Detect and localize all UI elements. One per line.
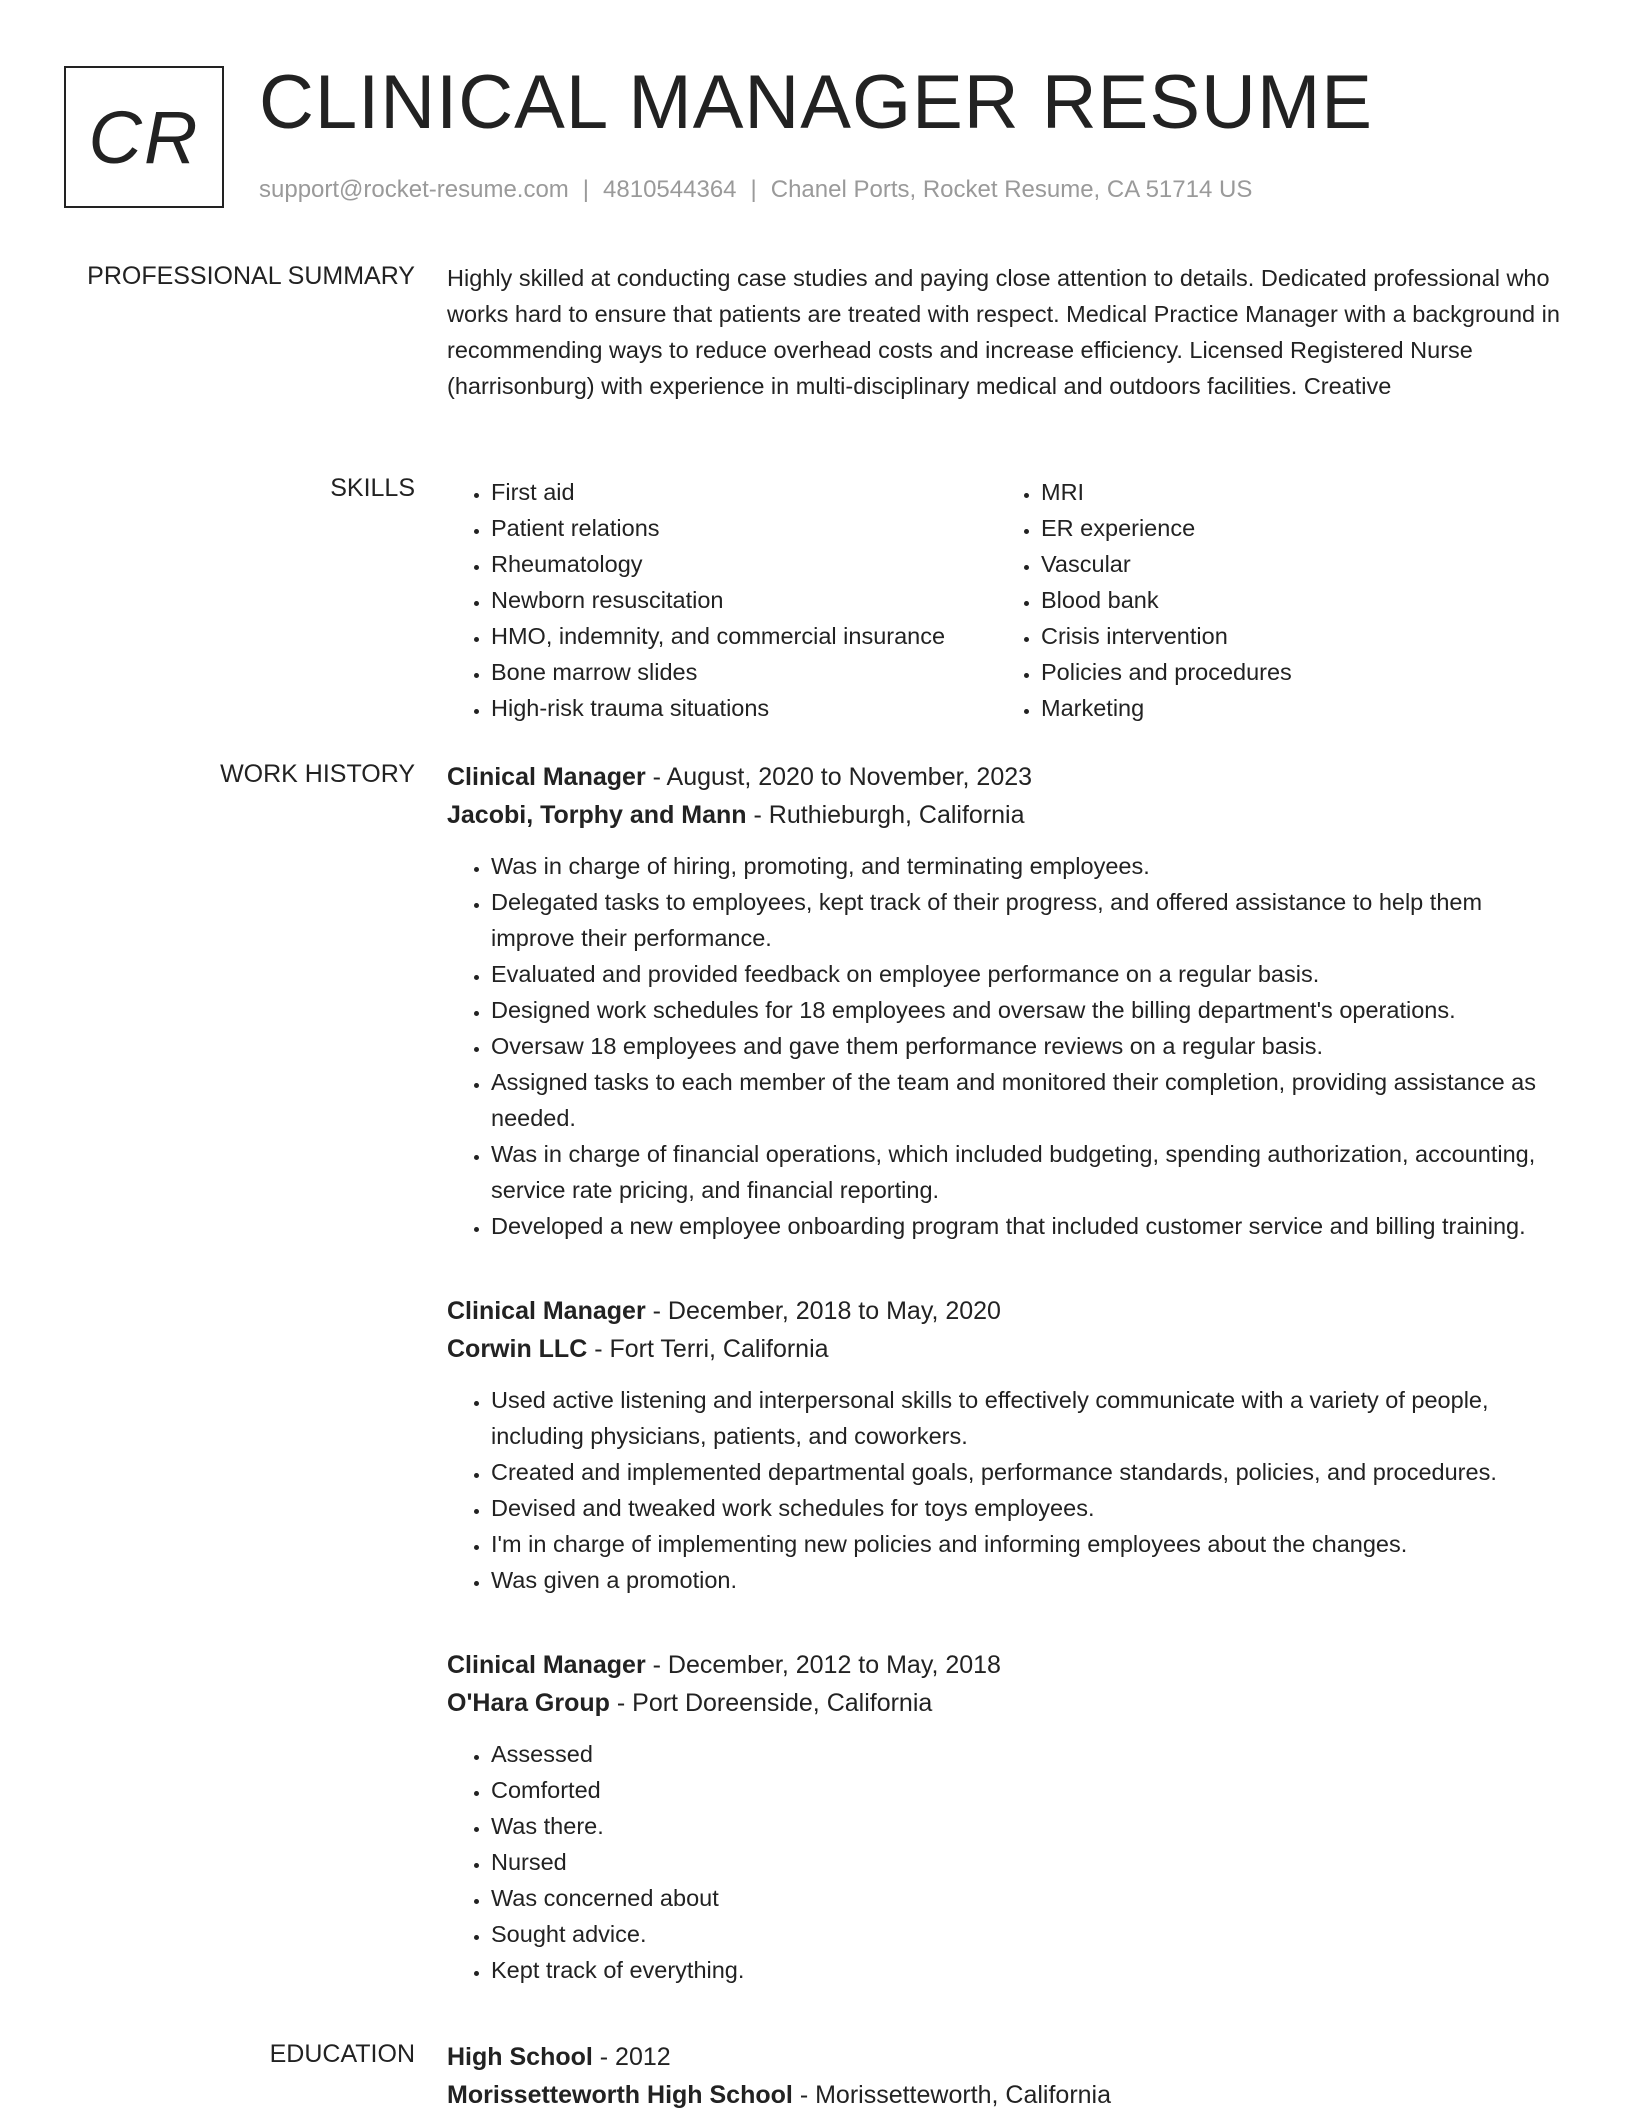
job-location: - Port Doreenside, California (616, 1689, 933, 1717)
job-bullet: • Oversaw 18 employees and gave them performance reviews on a regular basis. (491, 1028, 1567, 1064)
monogram-initials: CR (88, 95, 200, 179)
job-bullet: • Created and implemented departmental goals, performance standards, policies, and procedures. (491, 1454, 1567, 1490)
job-title-line (447, 1646, 1567, 1684)
education-school-line (447, 2076, 1567, 2114)
skill-item: • Blood bank (1041, 582, 1547, 618)
job-entry (447, 1292, 1567, 1598)
job-bullet: • Kept track of everything. (491, 1952, 1567, 1988)
job-bullet: • Sought advice. (491, 1916, 1567, 1952)
job-title: Clinical Manager (447, 1297, 646, 1325)
job-bullet: • Assessed (491, 1736, 1567, 1772)
job-dates: - December, 2012 to May, 2018 (652, 1651, 1001, 1679)
job-title: Clinical Manager (447, 1651, 646, 1679)
job-bullet: • Was given a promotion. (491, 1562, 1567, 1598)
job-bullet: • Was there. (491, 1808, 1567, 1844)
skill-item: • Policies and procedures (1041, 654, 1547, 690)
skill-item: • Newborn resuscitation (491, 582, 997, 618)
skill-item: • First aid (491, 474, 997, 510)
job-location: - Ruthieburgh, California (753, 801, 1025, 829)
skills-column-right (997, 474, 1547, 726)
skill-item: • Patient relations (491, 510, 997, 546)
skill-item: • Crisis intervention (1041, 618, 1547, 654)
monogram-box (64, 66, 224, 208)
job-title-line (447, 758, 1567, 796)
job-dates: - December, 2018 to May, 2020 (652, 1297, 1001, 1325)
resume-title: CLINICAL MANAGER RESUME (259, 60, 1373, 145)
job-bullet: • Was in charge of financial operations, which included budgeting, spending authorization, accounting, service rate pricing, and financial reporting. (491, 1136, 1567, 1208)
job-bullet: • Was in charge of hiring, promoting, and terminating employees. (491, 848, 1567, 884)
education-school: Morissetteworth High School (447, 2081, 793, 2109)
contact-address: Chanel Ports, Rocket Resume, CA 51714 US (770, 176, 1253, 203)
job-bullet: • Evaluated and provided feedback on employee performance on a regular basis. (491, 956, 1567, 992)
job-bullets (447, 848, 1567, 1244)
job-title: Clinical Manager (447, 763, 646, 791)
job-bullet: • Used active listening and interpersonal skills to effectively communicate with a variety of people, including physicians, patients, and coworkers. (491, 1382, 1567, 1454)
job-bullet: • Nursed (491, 1844, 1567, 1880)
job-company: Jacobi, Torphy and Mann (447, 801, 747, 829)
job-entry (447, 758, 1567, 1244)
job-dates: - August, 2020 to November, 2023 (652, 763, 1033, 791)
job-bullet: • Comforted (491, 1772, 1567, 1808)
skill-item: • Rheumatology (491, 546, 997, 582)
job-company: Corwin LLC (447, 1335, 588, 1363)
job-title-line (447, 1292, 1567, 1330)
skill-item: • MRI (1041, 474, 1547, 510)
job-location: - Fort Terri, California (594, 1335, 829, 1363)
job-bullet: • Assigned tasks to each member of the team and monitored their completion, providing assistance as needed. (491, 1064, 1567, 1136)
contact-separator: | (750, 176, 757, 203)
skills-list (447, 474, 1567, 726)
contact-email: support@rocket-resume.com (259, 176, 569, 203)
section-label-skills: SKILLS (330, 474, 415, 502)
job-bullet: • Devised and tweaked work schedules for toys employees. (491, 1490, 1567, 1526)
skill-item: • Vascular (1041, 546, 1547, 582)
skill-item: • Bone marrow slides (491, 654, 997, 690)
education-year: - 2012 (599, 2043, 671, 2071)
job-bullet: • Developed a new employee onboarding program that included customer service and billing training. (491, 1208, 1567, 1244)
education-degree-line (447, 2038, 1567, 2076)
skills-column-left (447, 474, 997, 726)
job-company-line (447, 1684, 1567, 1722)
summary-text: Highly skilled at conducting case studies and paying close attention to details. Dedicated professional who works hard to ensure that patients are treated with respect. Medical Practice Manager with a background in recommending ways to reduce overhead costs and increase efficiency. Licensed Registered Nurse (harrisonburg) with experience in multi-disciplinary medical and outdoors facilities. Creative (447, 265, 1560, 399)
section-label-work: WORK HISTORY (220, 760, 415, 788)
job-bullet: • Designed work schedules for 18 employees and oversaw the billing department's operations. (491, 992, 1567, 1028)
skill-item: • ER experience (1041, 510, 1547, 546)
job-entry (447, 1646, 1567, 1988)
job-company: O'Hara Group (447, 1689, 610, 1717)
skill-item: • HMO, indemnity, and commercial insurance (491, 618, 997, 654)
job-bullet: • Was concerned about (491, 1880, 1567, 1916)
job-company-line (447, 796, 1567, 834)
job-company-line (447, 1330, 1567, 1368)
education-location: - Morissetteworth, California (799, 2081, 1112, 2109)
contact-separator: | (582, 176, 590, 203)
job-bullet: • Delegated tasks to employees, kept track of their progress, and offered assistance to help them improve their performance. (491, 884, 1567, 956)
contact-line (259, 176, 1252, 204)
contact-phone: 4810544364 (603, 176, 737, 203)
job-bullets (447, 1382, 1567, 1598)
work-history-list (447, 758, 1567, 1988)
section-label-education: EDUCATION (269, 2040, 415, 2068)
skill-item: • Marketing (1041, 690, 1547, 726)
education-degree: High School (447, 2043, 593, 2071)
job-bullet: • I'm in charge of implementing new policies and informing employees about the changes. (491, 1526, 1567, 1562)
job-bullets (447, 1736, 1567, 1988)
section-label-summary: PROFESSIONAL SUMMARY (87, 262, 415, 290)
education-entry (447, 2038, 1567, 2114)
skill-item: • High-risk trauma situations (491, 690, 997, 726)
